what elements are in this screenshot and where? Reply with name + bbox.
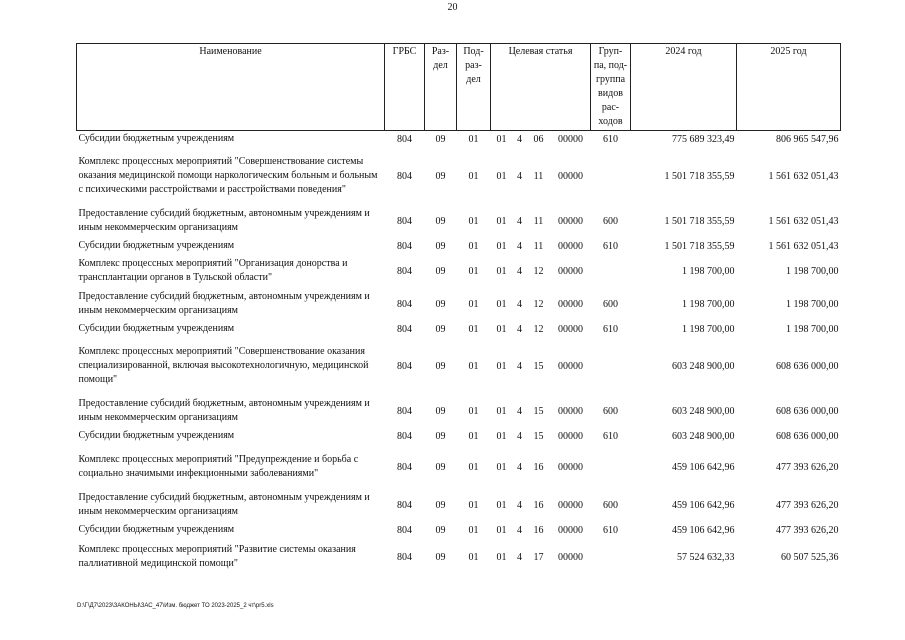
row-celevaya-1: 01 bbox=[496, 324, 507, 335]
row-name: Предоставление субсидий бюджетным, автономным учреждениям и иным некоммерческим организациям bbox=[78, 492, 370, 517]
row-name: Комплекс процессных мероприятий "Организация донорства и трансплантации органов в Тульской области" bbox=[78, 258, 348, 283]
row-vid-rashodov: 610 bbox=[603, 241, 618, 252]
row-celevaya-2: 4 bbox=[517, 552, 522, 564]
table-header-row bbox=[77, 44, 841, 131]
header-year-2025: 2025 год bbox=[737, 44, 841, 131]
row-grbs: 804 bbox=[397, 241, 412, 252]
row-celevaya-3: 15 bbox=[533, 406, 544, 417]
row-celevaya-3: 15 bbox=[533, 361, 544, 372]
row-grbs: 804 bbox=[397, 525, 412, 536]
row-celevaya-4: 00000 bbox=[558, 461, 583, 473]
row-razdel: 09 bbox=[435, 266, 446, 277]
row-amount-2024: 459 106 642,96 bbox=[672, 500, 735, 511]
table-row bbox=[77, 255, 841, 288]
row-razdel: 09 bbox=[435, 431, 446, 442]
row-celevaya-1: 01 bbox=[496, 361, 507, 372]
row-amount-2025: 1 198 700,00 bbox=[786, 299, 839, 310]
header-grbs: ГРБС bbox=[385, 44, 425, 131]
row-celevaya-3: 06 bbox=[527, 131, 551, 148]
row-amount-2025: 477 393 626,20 bbox=[776, 500, 839, 511]
row-amount-2025: 1 561 632 051,43 bbox=[768, 171, 839, 182]
row-celevaya-1: 01 bbox=[496, 500, 507, 511]
row-amount-2024: 1 501 718 355,59 bbox=[664, 241, 735, 252]
row-razdel: 09 bbox=[435, 500, 446, 511]
row-vid-rashodov: 610 bbox=[591, 131, 631, 148]
row-grbs: 804 bbox=[385, 131, 425, 148]
row-vid-rashodov: 600 bbox=[603, 299, 618, 310]
header-name: Наименование bbox=[77, 44, 385, 131]
row-amount-2025: 806 965 547,96 bbox=[737, 131, 841, 148]
table-row bbox=[77, 131, 841, 148]
row-amount-2024: 603 248 900,00 bbox=[672, 406, 735, 417]
row-name: Предоставление субсидий бюджетным, автономным учреждениям и иным некоммерческим организациям bbox=[78, 398, 370, 423]
page-number: 20 bbox=[447, 2, 458, 13]
row-grbs: 804 bbox=[397, 361, 412, 372]
row-vid-rashodov bbox=[591, 148, 631, 205]
row-celevaya-2: 4 bbox=[517, 500, 522, 511]
row-amount-2025: 608 636 000,00 bbox=[776, 361, 839, 372]
row-grbs: 804 bbox=[397, 431, 412, 442]
table-row bbox=[77, 395, 841, 428]
row-razdel: 09 bbox=[435, 216, 446, 227]
row-celevaya-1: 01 bbox=[496, 431, 507, 442]
table-row bbox=[77, 522, 841, 539]
row-celevaya-2: 4 bbox=[517, 431, 522, 442]
row-celevaya-1: 01 bbox=[496, 266, 507, 277]
row-amount-2024: 1 198 700,00 bbox=[682, 299, 735, 310]
row-celevaya-3: 12 bbox=[533, 324, 544, 335]
row-celevaya-4: 00000 bbox=[558, 431, 583, 442]
row-amount-2024: 1 198 700,00 bbox=[682, 266, 735, 277]
row-amount-2025: 1 198 700,00 bbox=[786, 324, 839, 335]
row-vid-rashodov: 610 bbox=[603, 431, 618, 442]
row-celevaya-4: 00000 bbox=[558, 406, 583, 417]
row-celevaya-4: 00000 bbox=[558, 324, 583, 335]
row-amount-2024: 459 106 642,96 bbox=[672, 461, 735, 473]
row-celevaya-2: 4 bbox=[517, 406, 522, 417]
row-celevaya-2: 4 bbox=[517, 361, 522, 372]
row-name: Комплекс процессных мероприятий "Развитие системы оказания паллиативной медицинской помощи" bbox=[78, 544, 356, 570]
row-vid-rashodov: 600 bbox=[603, 216, 618, 227]
row-amount-2024: 775 689 323,49 bbox=[631, 131, 737, 148]
row-celevaya-1: 01 bbox=[496, 171, 507, 182]
row-podrazdel: 01 bbox=[468, 216, 479, 227]
row-celevaya-4: 00000 bbox=[558, 500, 583, 511]
row-name: Комплекс процессных мероприятий "Совершенствование оказания специализированной, включая высокотехнологичную, медицинской помощи" bbox=[78, 346, 369, 385]
row-celevaya-2: 4 bbox=[513, 131, 527, 148]
row-celevaya-1: 01 bbox=[496, 525, 507, 536]
row-razdel: 09 bbox=[435, 525, 446, 536]
row-razdel: 09 bbox=[435, 406, 446, 417]
row-celevaya-4: 00000 bbox=[558, 171, 583, 182]
header-celevaya-statya: Целевая статья bbox=[491, 44, 591, 131]
row-grbs: 804 bbox=[397, 266, 412, 277]
budget-table bbox=[76, 43, 841, 576]
header-year-2024: 2024 год bbox=[631, 44, 737, 131]
row-amount-2024: 1 501 718 355,59 bbox=[664, 171, 735, 182]
row-celevaya-3: 11 bbox=[533, 216, 544, 227]
row-celevaya-4: 00000 bbox=[558, 266, 583, 277]
row-grbs: 804 bbox=[397, 500, 412, 511]
row-podrazdel: 01 bbox=[457, 131, 491, 148]
row-celevaya-3: 12 bbox=[533, 266, 544, 277]
row-celevaya-2: 4 bbox=[517, 216, 522, 227]
row-celevaya-2: 4 bbox=[517, 171, 522, 182]
row-amount-2024: 459 106 642,96 bbox=[672, 525, 735, 536]
row-grbs: 804 bbox=[397, 299, 412, 310]
row-celevaya-1: 01 bbox=[496, 216, 507, 227]
row-amount-2025: 608 636 000,00 bbox=[776, 431, 839, 442]
row-celevaya-4: 00000 bbox=[558, 361, 583, 372]
row-podrazdel: 01 bbox=[468, 461, 479, 473]
row-celevaya-2: 4 bbox=[517, 324, 522, 335]
table-row bbox=[77, 148, 841, 205]
row-celevaya-4: 00000 bbox=[551, 131, 591, 148]
row-grbs: 804 bbox=[397, 216, 412, 227]
row-razdel: 09 bbox=[435, 299, 446, 310]
row-podrazdel: 01 bbox=[468, 552, 479, 564]
row-grbs: 804 bbox=[397, 171, 412, 182]
header-vid-rashodov: Груп- па, под- группа видов рас- ходов bbox=[591, 44, 631, 131]
row-amount-2024: 603 248 900,00 bbox=[672, 361, 735, 372]
row-celevaya-4: 00000 bbox=[558, 241, 583, 252]
row-celevaya-3: 17 bbox=[533, 552, 544, 564]
row-amount-2025: 477 393 626,20 bbox=[776, 525, 839, 536]
row-celevaya-4: 00000 bbox=[558, 299, 583, 310]
row-razdel: 09 bbox=[425, 131, 457, 148]
row-vid-rashodov bbox=[591, 539, 631, 576]
row-amount-2025: 477 393 626,20 bbox=[776, 461, 839, 473]
row-name: Субсидии бюджетным учреждениям bbox=[78, 430, 235, 441]
row-amount-2025: 1 198 700,00 bbox=[786, 266, 839, 277]
row-celevaya-3: 16 bbox=[533, 461, 544, 473]
row-amount-2024: 57 524 632,33 bbox=[677, 552, 735, 564]
row-razdel: 09 bbox=[435, 361, 446, 372]
row-name: Субсидии бюджетным учреждениям bbox=[78, 240, 235, 251]
row-amount-2024: 1 198 700,00 bbox=[682, 324, 735, 335]
row-amount-2025: 1 561 632 051,43 bbox=[768, 241, 839, 252]
row-amount-2025: 1 561 632 051,43 bbox=[768, 216, 839, 227]
row-grbs: 804 bbox=[397, 552, 412, 564]
row-grbs: 804 bbox=[397, 406, 412, 417]
row-celevaya-2: 4 bbox=[517, 299, 522, 310]
row-celevaya-3: 15 bbox=[533, 431, 544, 442]
row-vid-rashodov: 600 bbox=[603, 500, 618, 511]
row-name: Субсидии бюджетным учреждениям bbox=[78, 323, 235, 334]
row-celevaya-1: 01 bbox=[496, 461, 507, 473]
row-celevaya-4: 00000 bbox=[558, 552, 583, 564]
row-name: Комплекс процессных мероприятий "Предупреждение и борьба с социально значимыми инфекционными заболеваниями" bbox=[78, 453, 359, 479]
row-podrazdel: 01 bbox=[468, 500, 479, 511]
row-celevaya-2: 4 bbox=[517, 461, 522, 473]
header-razdel: Раз- дел bbox=[425, 44, 457, 131]
table-row bbox=[77, 338, 841, 395]
row-vid-rashodov: 600 bbox=[603, 406, 618, 417]
row-celevaya-4: 00000 bbox=[558, 216, 583, 227]
row-celevaya-1: 01 bbox=[496, 406, 507, 417]
table-row bbox=[77, 489, 841, 522]
row-vid-rashodov: 610 bbox=[603, 324, 618, 335]
row-celevaya-2: 4 bbox=[517, 266, 522, 277]
row-razdel: 09 bbox=[435, 324, 446, 335]
row-celevaya-4: 00000 bbox=[558, 525, 583, 536]
row-amount-2025: 60 507 525,36 bbox=[781, 552, 839, 564]
row-razdel: 09 bbox=[435, 241, 446, 252]
row-razdel: 09 bbox=[435, 552, 446, 564]
row-razdel: 09 bbox=[435, 171, 446, 182]
row-vid-rashodov bbox=[591, 255, 631, 288]
row-name: Комплекс процессных мероприятий "Совершенствование системы оказания медицинской помощи наркологическим больным и больным с психическими расстройствами и расстройствами поведения" bbox=[78, 156, 378, 195]
row-celevaya-1: 01 bbox=[496, 299, 507, 310]
row-podrazdel: 01 bbox=[468, 324, 479, 335]
row-podrazdel: 01 bbox=[468, 361, 479, 372]
row-amount-2024: 1 501 718 355,59 bbox=[664, 216, 735, 227]
table-row bbox=[77, 539, 841, 576]
row-grbs: 804 bbox=[397, 461, 412, 473]
table-row bbox=[77, 205, 841, 238]
table-row bbox=[77, 445, 841, 489]
row-celevaya-3: 11 bbox=[533, 171, 544, 182]
row-celevaya-3: 16 bbox=[533, 525, 544, 536]
file-path-footer: D:\Г\Д7\2023\ЗАКОНЫ\ЗАС_47\Изм. бюджет ТО 2023-2025_2 чт\pr5.xls bbox=[77, 603, 274, 609]
row-celevaya-3: 16 bbox=[533, 500, 544, 511]
row-vid-rashodov: 610 bbox=[603, 525, 618, 536]
table-row bbox=[77, 428, 841, 445]
row-amount-2024: 603 248 900,00 bbox=[672, 431, 735, 442]
row-vid-rashodov bbox=[591, 338, 631, 395]
row-celevaya-1: 01 bbox=[491, 131, 513, 148]
row-name: Субсидии бюджетным учреждениям bbox=[78, 524, 235, 535]
row-celevaya-3: 11 bbox=[533, 241, 544, 252]
row-grbs: 804 bbox=[397, 324, 412, 335]
header-podrazdel: Под- раз- дел bbox=[457, 44, 491, 131]
table-row bbox=[77, 238, 841, 255]
row-razdel: 09 bbox=[435, 461, 446, 473]
row-name: Субсидии бюджетным учреждениям bbox=[77, 131, 385, 148]
row-podrazdel: 01 bbox=[468, 266, 479, 277]
row-name: Предоставление субсидий бюджетным, автономным учреждениям и иным некоммерческим организациям bbox=[78, 208, 370, 233]
row-celevaya-1: 01 bbox=[496, 241, 507, 252]
row-podrazdel: 01 bbox=[468, 525, 479, 536]
row-amount-2025: 608 636 000,00 bbox=[776, 406, 839, 417]
row-celevaya-2: 4 bbox=[517, 525, 522, 536]
row-name: Предоставление субсидий бюджетным, автономным учреждениям и иным некоммерческим организациям bbox=[78, 291, 370, 316]
row-podrazdel: 01 bbox=[468, 406, 479, 417]
row-podrazdel: 01 bbox=[468, 431, 479, 442]
row-podrazdel: 01 bbox=[468, 171, 479, 182]
table-row bbox=[77, 288, 841, 321]
row-podrazdel: 01 bbox=[468, 241, 479, 252]
row-celevaya-1: 01 bbox=[496, 552, 507, 564]
row-celevaya-2: 4 bbox=[517, 241, 522, 252]
table-row bbox=[77, 321, 841, 338]
row-vid-rashodov bbox=[591, 445, 631, 489]
row-podrazdel: 01 bbox=[468, 299, 479, 310]
row-celevaya-3: 12 bbox=[533, 299, 544, 310]
